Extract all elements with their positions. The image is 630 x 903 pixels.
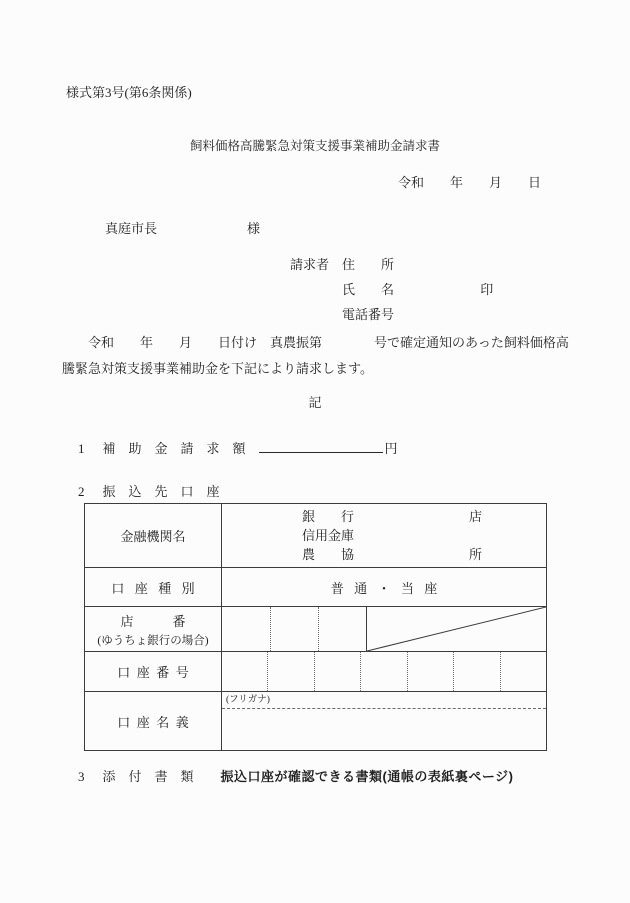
coop-option: 農 協 [302,547,355,562]
item1-unit: 円 [384,441,398,456]
account-name-label: 口座名義 [117,714,196,730]
item3-value: 振込口座が確認できる書類(通帳の表紙裏ページ) [220,769,514,784]
ki-heading: 記 [308,395,322,410]
account-digit-cell[interactable] [407,652,453,691]
item3-line [78,766,513,785]
claimant-phone-label: 電話番号 [342,307,395,322]
form-number: 様式第3号(第6条関係) [66,85,192,100]
branch-value-cell [222,607,546,651]
claimant-block [290,252,493,327]
account-number-label-cell [85,652,222,691]
item1-label: 補助金請求額 [102,441,259,456]
body-line-2: 騰緊急対策支援事業補助金を下記により請求します。 [62,361,373,376]
date-line: 令和 年 月 日 [397,175,541,190]
branch-strikeout-cell [366,607,546,651]
account-digit-cell[interactable] [453,652,499,691]
seal-mark: 印 [480,282,494,297]
account-number-row [85,651,546,691]
claimant-name-label: 氏 名 [342,282,395,297]
bank-account-table [84,503,547,751]
institution-value-cell[interactable] [222,504,546,567]
branch-number-row [85,606,546,651]
shinkin-option: 信用金庫 [302,528,355,543]
item2-number: 2 [78,484,85,499]
claimant-label: 請求者 [290,257,330,272]
branch-digit-cell[interactable] [222,607,270,651]
bank-option: 銀 行 [302,509,355,524]
furigana-area[interactable] [222,692,546,709]
addressee-line [105,218,260,237]
body-paragraph [62,330,569,382]
account-type-options: 普通・当座 [330,580,448,596]
branch-label-cell [85,607,222,651]
item3-label: 添付書類 [102,769,207,784]
account-type-label-cell [85,568,222,606]
addressee: 真庭市長 [105,221,158,236]
claimant-address-label: 住 所 [342,257,395,272]
account-digit-cell[interactable] [500,652,546,691]
account-name-area[interactable] [222,709,546,750]
diagonal-line [367,607,546,651]
item2-label: 振込先口座 [102,484,233,499]
item1-number: 1 [78,441,85,456]
item3-number: 3 [78,769,85,784]
institution-label-cell [85,504,222,567]
body-line-1: 令和 年 月 日付け 真農振第 号で確定通知のあった飼料価格高 [62,335,569,350]
honorific: 様 [247,221,261,236]
account-digit-cell[interactable] [222,652,267,691]
bank-branch-suffix: 店 [468,509,482,524]
account-number-label: 口座番号 [117,665,196,680]
account-type-label: 口座種別 [111,580,205,596]
institution-row [85,504,546,567]
coop-office-suffix: 所 [468,547,482,562]
branch-digit-cell[interactable] [318,607,366,651]
institution-label: 金融機関名 [120,529,186,544]
branch-note: (ゆうちょ銀行の場合) [97,634,209,647]
account-type-row [85,567,546,606]
branch-label: 店 番 [120,613,186,629]
amount-fill-line[interactable] [259,452,383,453]
account-name-value-cell [222,692,546,750]
branch-digit-cell[interactable] [270,607,318,651]
document-title: 飼料価格高騰緊急対策支援事業補助金請求書 [189,139,440,153]
account-name-label-cell [85,692,222,750]
furigana-label: (フリガナ) [226,695,270,705]
account-digit-cell[interactable] [360,652,406,691]
item2-line [78,481,233,500]
account-digit-cell[interactable] [314,652,360,691]
item1-line [78,438,398,457]
account-type-value-cell[interactable] [222,568,546,606]
account-number-value-cell [222,652,546,691]
account-name-row [85,691,546,750]
account-digit-cell[interactable] [267,652,313,691]
